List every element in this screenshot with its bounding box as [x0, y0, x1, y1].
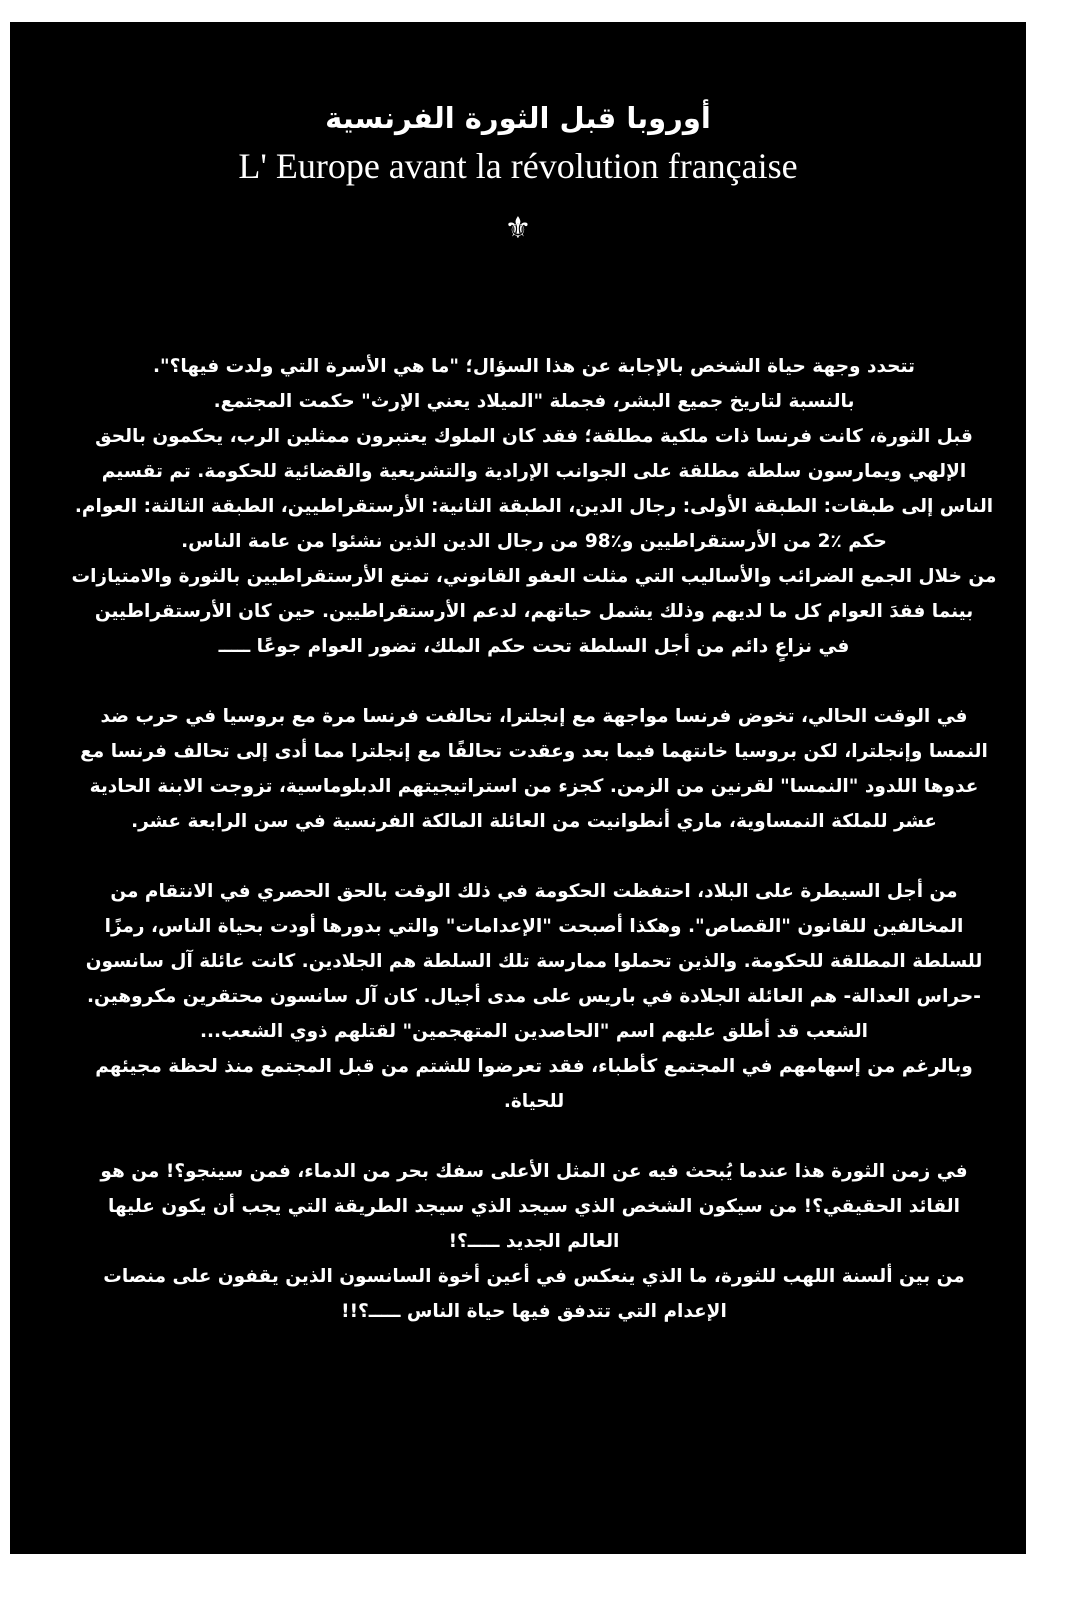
text-line: العالم الجديد ـــــ؟! — [448, 1231, 620, 1252]
text-line: -حراس العدالة- هم العائلة الجلادة في باريس على مدى أجيال. كان آل سانسون محتقرين مكروهين. — [87, 986, 981, 1007]
text-line: عشر للملكة النمساوية، ماري أنطوانيت من العائلة المالكة الفرنسية في سن الرابعة عشر. — [131, 811, 937, 832]
text-line: للسلطة المطلقة للحكومة. والذين تحملوا ممارسة تلك السلطة هم الجلادين. كانت عائلة آل سانسون — [85, 951, 983, 972]
text-line: عدوها اللدود "النمسا" لقرنين من الزمن. كجزء من استراتيجيتهم الدبلوماسية، تزوجت الابنة الحادية — [89, 776, 979, 797]
paragraph-gap — [62, 1119, 1006, 1154]
text-line: القائد الحقيقي؟! من سيكون الشخص الذي سيجد الذي سيجد الطريقة التي يجب أن يكون عليها — [108, 1196, 960, 1217]
text-line: تتحدد وجهة حياة الشخص بالإجابة عن هذا السؤال؛ "ما هي الأسرة التي ولدت فيها؟". — [152, 356, 916, 377]
text-line: في زمن الثورة هذا عندما يُبحث فيه عن المثل الأعلى سفك بحر من الدماء، فمن سينجو؟! من هو — [100, 1161, 968, 1182]
title-arabic: أوروبا قبل الثورة الفرنسية — [325, 101, 711, 135]
text-line: المخالفين للقانون "القصاص". وهكذا أصبحت "الإعدامات" والتي بدورها أودت بحياة الناس، رمزًا — [104, 916, 964, 937]
body-text — [62, 349, 1006, 1329]
paragraph-gap — [62, 839, 1006, 874]
text-line: من بين ألسنة اللهب للثورة، ما الذي ينعكس في أعين أخوة السانسون الذين يقفون على منصات — [103, 1266, 965, 1287]
text-line: حكم ٪2 من الأرستقراطيين و٪98 من رجال الدين الذين نشئوا من عامة الناس. — [181, 531, 887, 552]
text-line: بينما فقدَ العوام كل ما لديهم وذلك يشمل حياتهم، لدعم الأرستقراطيين. حين كان الأرستقراطيين — [94, 601, 974, 622]
text-line: بالنسبة لتاريخ جميع البشر، فجملة "الميلاد يعني الإرث" حكمت المجتمع. — [213, 391, 855, 412]
text-line: الإلهي ويمارسون سلطة مطلقة على الجوانب الإرادية والتشريعية والقضائية للحكومة. تم تقسيم — [101, 461, 967, 482]
text-line: في نزاعٍ دائم من أجل السلطة تحت حكم الملك، تضور العوام جوعًا ـــــ — [218, 636, 850, 657]
text-line: للحياة. — [503, 1091, 565, 1112]
text-line: الإعدام التي تتدفق فيها حياة الناس ـــــ؟!! — [341, 1301, 727, 1322]
text-line: في الوقت الحالي، تخوض فرنسا مواجهة مع إنجلترا، تحالفت فرنسا مرة مع بروسيا في حرب ضد — [100, 706, 968, 727]
text-line: الشعب قد أطلق عليهم اسم "الحاصدين المتهجمين" لقتلهم ذوي الشعب... — [199, 1021, 869, 1042]
page-panel — [10, 22, 1026, 1554]
text-line: من خلال الجمع الضرائب والأساليب التي مثلت العفو القانوني، تمتع الأرستقراطيين بالثورة والامتيازات — [71, 566, 997, 587]
title-french: L' Europe avant la révolution française — [238, 146, 798, 186]
fleur-de-lis-icon: ⚜ — [504, 211, 532, 246]
text-line: وبالرغم من إسهامهم في المجتمع كأطباء، فقد تعرضوا للشتم من قبل المجتمع منذ لحظة مجيئهم — [95, 1056, 973, 1077]
paragraph-gap — [62, 664, 1006, 699]
text-line: الناس إلى طبقات: الطبقة الأولى: رجال الدين، الطبقة الثانية: الأرستقراطيين، الطبقة الثالثة: العوام. — [74, 496, 994, 517]
text-line: قبل الثورة، كانت فرنسا ذات ملكية مطلقة؛ فقد كان الملوك يعتبرون ممثلين الرب، يحكمون بالحق — [95, 426, 973, 447]
text-line: من أجل السيطرة على البلاد، احتفظت الحكومة في ذلك الوقت بالحق الحصري في الانتقام من — [110, 881, 958, 902]
text-line: النمسا وإنجلترا، لكن بروسيا خانتهما فيما بعد وعقدت تحالفًا مع إنجلترا مما أدى إلى تحالف فرنسا مع — [80, 741, 988, 762]
